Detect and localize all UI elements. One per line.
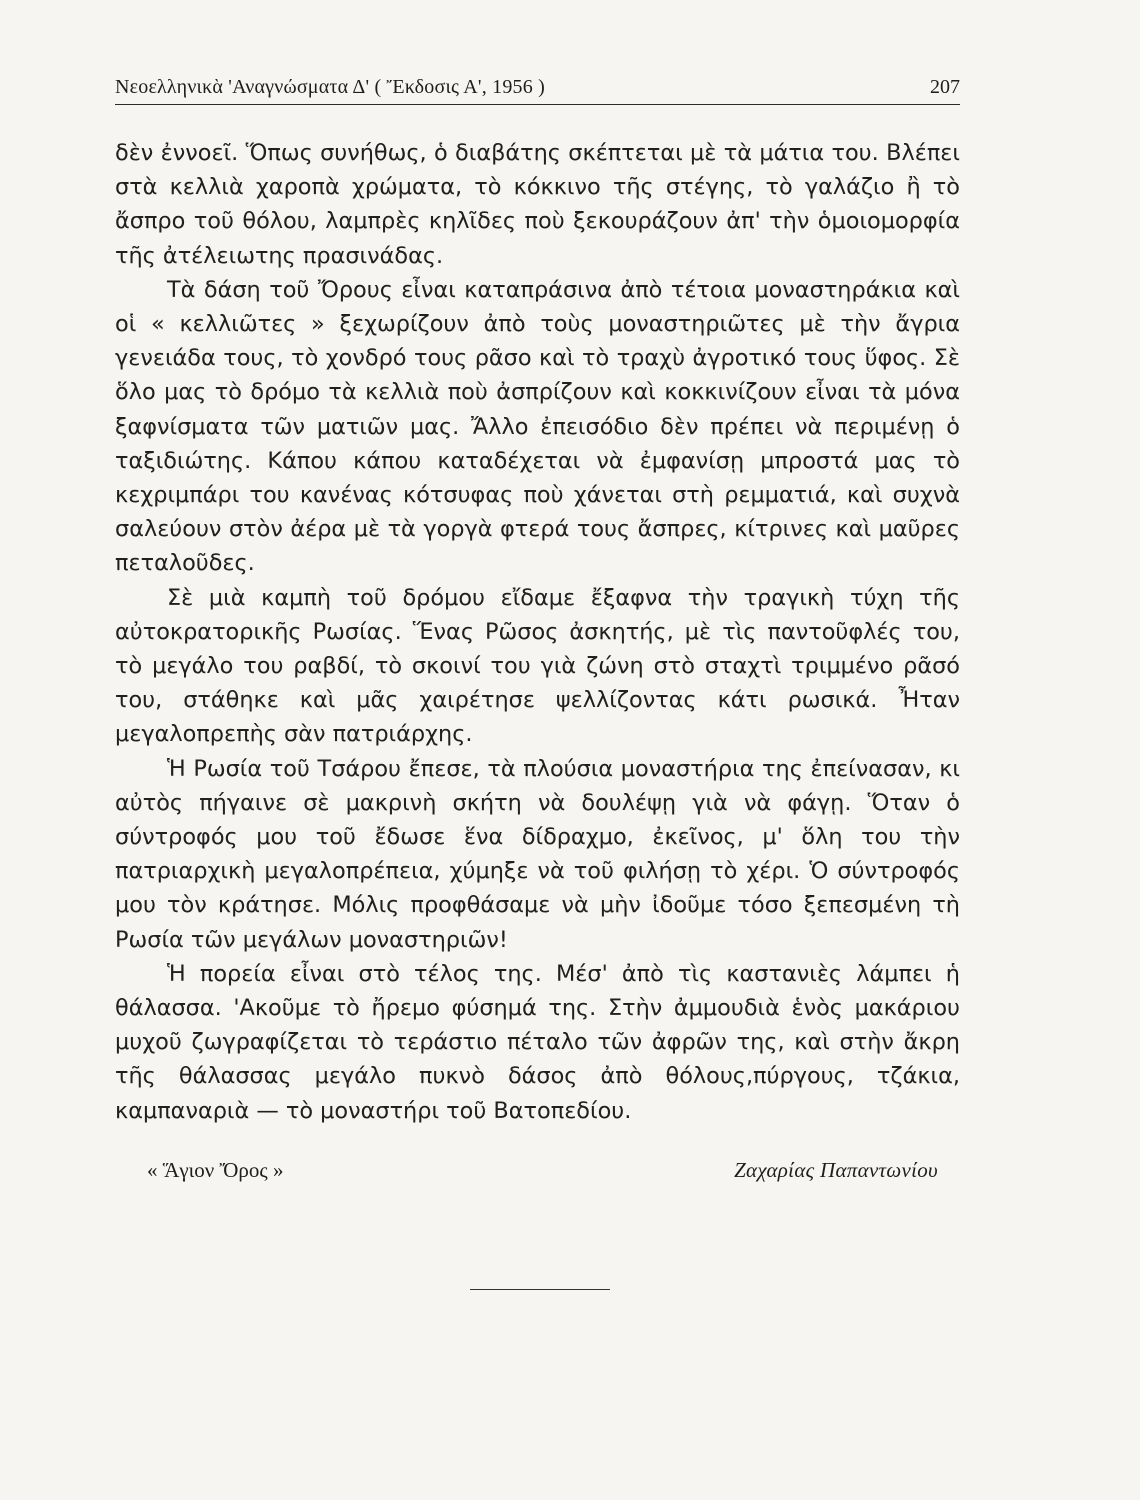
paragraph: δὲν ἐννοεῖ. Ὅπως συνήθως, ὁ διαβάτης σκέπτεται μὲ τὰ μάτια του. Βλέπει στὰ κελλιὰ χαροπὰ χρώματα, τὸ κόκκινο τῆς στέγης, τὸ γαλάζιο ἢ τὸ ἄσπρο τοῦ θόλου, λαμπρὲς κηλῖδες ποὺ ξεκουράζουν ἀπ' τὴν ὁμοιομορφία τῆς ἀτέλειωτης πρασινάδας.	[115, 140, 960, 269]
signature-line	[115, 1158, 960, 1188]
end-rule-divider	[470, 1289, 610, 1290]
paragraph: Τὰ δάση τοῦ Ὄρους εἶναι καταπράσινα ἀπὸ τέτοια μοναστηράκια καὶ οἱ « κελλιῶτες » ξεχωρίζουν ἀπὸ τοὺς μοναστηριῶτες μὲ τὴν ἄγρια γενειάδα τους, τὸ χονδρό τους ρᾶσο καὶ τὸ τραχὺ ἀγροτικό τους ὕφος. Σὲ ὅλο μας τὸ δρόμο τὰ κελλιὰ ποὺ ἀσπρίζουν καὶ κοκκινίζουν εἶναι τὰ μόνα ξαφνίσματα τῶν ματιῶν μας. Ἄλλο ἐπεισόδιο δὲν πρέπει νὰ περιμένῃ ὁ ταξιδιώτης. Κάπου κάπου καταδέχεται νὰ ἐμφανίσῃ μπροστά μας τὸ κεχριμπάρι του κανένας κότσυφας ποὺ χάνεται στὴ ρεμματιά, καὶ συχνὰ σαλεύουν στὸν ἀέρα μὲ τὰ γοργὰ φτερά τους ἄσπρες, κίτρινες καὶ μαῦρες πεταλοῦδες.	[115, 276, 960, 577]
paragraph: Σὲ μιὰ καμπὴ τοῦ δρόμου εἴδαμε ἔξαφνα τὴν τραγικὴ τύχη τῆς αὐτοκρατορικῆς Ρωσίας. Ἕνας Ρῶσος ἀσκητής, μὲ τὶς παντοῦφλές του, τὸ μεγάλο του ραβδί, τὸ σκοινί του γιὰ ζώνη στὸ σταχτὶ τριμμένο ρᾶσό του, στάθηκε καὶ μᾶς χαιρέτησε ψελλίζοντας κάτι ρωσικά. Ἦταν μεγαλοπρεπὴς σὰν πατριάρχης.	[115, 584, 960, 748]
page-number: 207	[930, 76, 960, 98]
source-title: « Ἅγιον Ὄρος »	[147, 1158, 284, 1182]
book-title: Νεοελληνικὰ 'Αναγνώσματα Δ' ( Ἔκδοσις Α', 1956 )	[115, 76, 545, 98]
author-name: Ζαχαρίας Παπαντωνίου	[734, 1158, 938, 1182]
running-header	[115, 74, 960, 105]
paragraph: Ἡ πορεία εἶναι στὸ τέλος της. Μέσ' ἀπὸ τὶς καστανιὲς λάμπει ἡ θάλασσα. 'Ακοῦμε τὸ ἤρεμο φύσημά της. Στὴν ἀμμουδιὰ ἑνὸς μακάριου μυχοῦ ζωγραφίζεται τὸ τεράστιο πέταλο τῶν ἀφρῶν της, καὶ στὴν ἄκρη τῆς θάλασσας μεγάλο πυκνὸ δάσος ἀπὸ θόλους,πύργους, τζάκια, καμπαναριὰ — τὸ μοναστήρι τοῦ Βατοπεδίου.	[115, 960, 960, 1124]
paragraph: Ἡ Ρωσία τοῦ Τσάρου ἔπεσε, τὰ πλούσια μοναστήρια της ἐπείνασαν, κι αὐτὸς πήγαινε σὲ μακρινὴ σκήτη νὰ δουλέψῃ γιὰ νὰ φάγῃ. Ὅταν ὁ σύντροφός μου τοῦ ἔδωσε ἕνα δίδραχμο, ἐκεῖνος, μ' ὅλη του τὴν πατριαρχικὴ μεγαλοπρέπεια, χύμηξε νὰ τοῦ φιλήσῃ τὸ χέρι. Ὁ σύντροφός μου τὸν κράτησε. Μόλις προφθάσαμε νὰ μὴν ἰδοῦμε τόσο ξεπεσμένη τὴ Ρωσία τῶν μεγάλων μοναστηριῶν!	[115, 755, 960, 953]
body-text	[115, 136, 960, 1128]
